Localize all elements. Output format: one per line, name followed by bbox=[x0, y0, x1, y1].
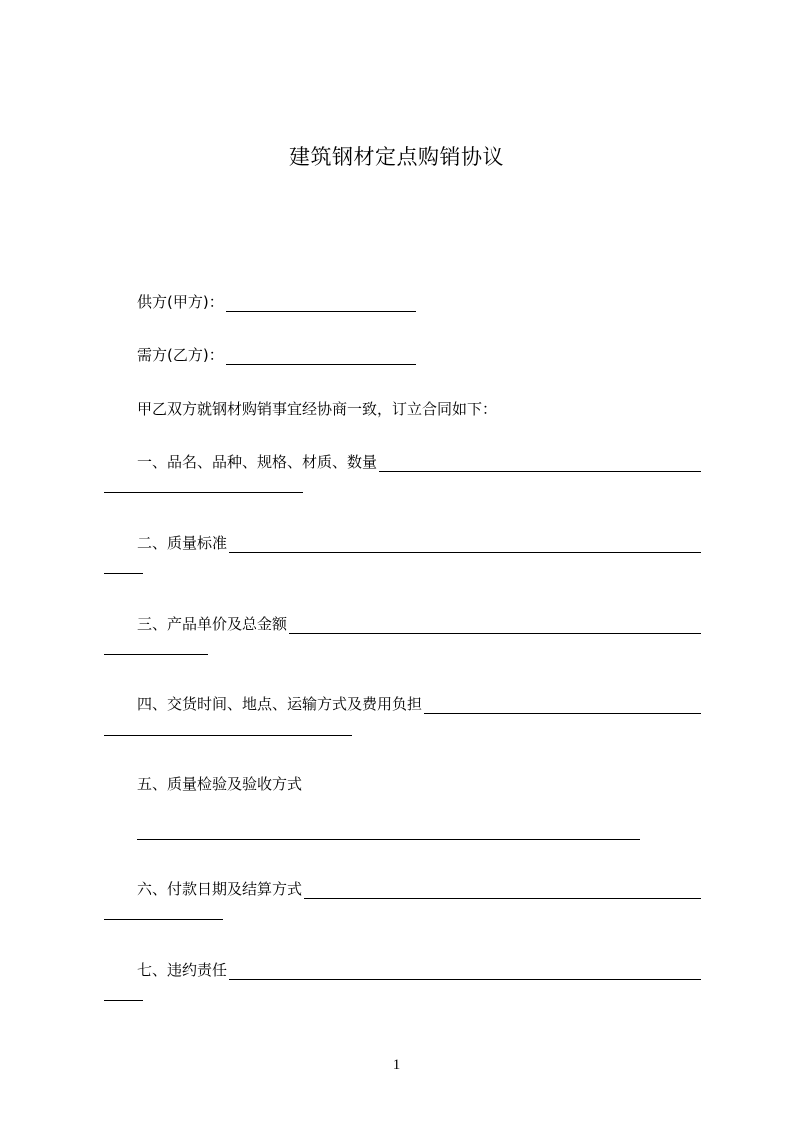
section-1-blank-line[interactable] bbox=[379, 454, 701, 472]
section-2-row bbox=[137, 529, 701, 553]
section-4-continuation-line[interactable] bbox=[104, 734, 352, 736]
document-title: 建筑钢材定点购销协议 bbox=[289, 145, 504, 169]
section-5-heading: 五、质量检验及验收方式 bbox=[137, 775, 303, 793]
section-1-row bbox=[137, 448, 701, 472]
section-1-heading: 一、品名、品种、规格、材质、数量 bbox=[137, 453, 378, 471]
section-5-blank-line[interactable] bbox=[137, 838, 640, 840]
buyer-blank-line[interactable] bbox=[226, 347, 416, 365]
supplier-label: 供方(甲方)： bbox=[137, 293, 224, 311]
section-3-row bbox=[137, 610, 701, 634]
section-7-continuation-line[interactable] bbox=[104, 999, 143, 1001]
section-3-continuation-line[interactable] bbox=[104, 653, 208, 655]
supplier-field-row bbox=[137, 288, 416, 312]
buyer-field-row bbox=[137, 341, 416, 365]
section-2-continuation-line[interactable] bbox=[104, 572, 143, 574]
section-3-heading: 三、产品单价及总金额 bbox=[137, 615, 288, 633]
section-3-blank-line[interactable] bbox=[289, 616, 701, 634]
intro-paragraph bbox=[137, 395, 497, 419]
section-6-blank-line[interactable] bbox=[304, 881, 701, 899]
section-4-blank-line[interactable] bbox=[424, 696, 701, 714]
intro-text: 甲乙双方就钢材购销事宜经协商一致，订立合同如下： bbox=[137, 400, 498, 418]
supplier-blank-line[interactable] bbox=[226, 294, 416, 312]
section-7-heading: 七、违约责任 bbox=[137, 961, 228, 979]
section-2-blank-line[interactable] bbox=[229, 535, 701, 553]
section-1-continuation-line[interactable] bbox=[104, 491, 303, 493]
section-2-heading: 二、质量标准 bbox=[137, 534, 228, 552]
section-4-row bbox=[137, 690, 701, 714]
section-6-heading: 六、付款日期及结算方式 bbox=[137, 880, 303, 898]
page-number: 1 bbox=[392, 1057, 401, 1073]
buyer-label: 需方(乙方)： bbox=[137, 346, 224, 364]
section-6-row bbox=[137, 875, 701, 899]
section-5-row bbox=[137, 770, 302, 794]
section-7-row bbox=[137, 956, 701, 980]
section-7-blank-line[interactable] bbox=[229, 962, 701, 980]
section-4-heading: 四、交货时间、地点、运输方式及费用负担 bbox=[137, 695, 423, 713]
section-6-continuation-line[interactable] bbox=[104, 918, 223, 920]
